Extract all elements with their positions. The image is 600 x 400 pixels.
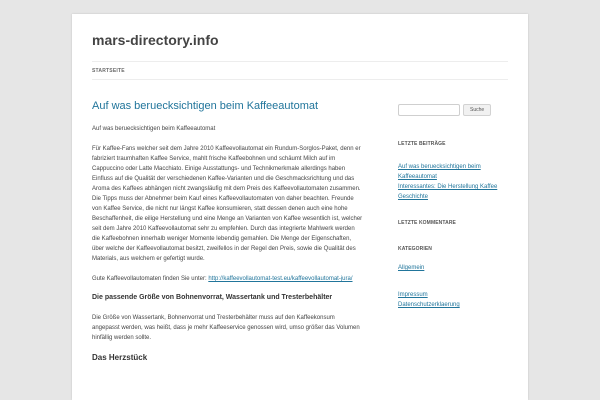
sidebar bbox=[398, 103, 508, 310]
nav-divider-top bbox=[92, 61, 508, 62]
post-tip bbox=[92, 274, 364, 284]
search-input[interactable] bbox=[398, 104, 460, 116]
pages-list bbox=[398, 290, 508, 310]
page-container bbox=[72, 14, 528, 400]
site-title[interactable]: mars-directory.info bbox=[92, 32, 219, 48]
widget-recent-comments bbox=[398, 220, 508, 226]
post-paragraph: Auf was beruecksichtigen beim Kaffeeautomat bbox=[92, 126, 216, 132]
widget-title: LETZTE KOMMENTARE bbox=[398, 220, 456, 226]
widget-title: LETZTE BEITRÄGE bbox=[398, 141, 446, 147]
post-paragraph: Die Größe von Wassertank, Bohnenvorrat und Tresterbehälter muss auf den Kaffeekonsum angepasst werden, was heißt, dass je mehr Kaffeeservice genossen wird, umso größer das Volumen hinfällig werden sollte. bbox=[92, 315, 360, 341]
page-link-impressum[interactable]: Impressum bbox=[398, 292, 428, 298]
page-link-datenschutz[interactable]: Datenschutzerklaerung bbox=[398, 302, 460, 308]
post-tip-text: Gute Kaffeevollautomaten finden Sie unter: bbox=[92, 276, 209, 282]
search-button[interactable]: Suche bbox=[463, 104, 491, 116]
nav-item-startseite[interactable]: STARTSEITE bbox=[92, 68, 125, 74]
section-heading: Das Herzstück bbox=[92, 353, 148, 362]
category-link[interactable]: Allgemein bbox=[398, 265, 425, 271]
post-paragraph: Für Kaffee-Fans welcher seit dem Jahre 2010 Kaffeevollautomat ein Rundum-Sorglos-Paket, denn er fabriziert traumhaften Kaffee Service, mahlt frische Kaffeebohnen und schäumt Milch auf im Cappuccino oder Latte Macchiato. Einige Ausstattungs- und Technikmerkmale allerdings haben Einfluss auf die Qualität der verschiedenen Kaffee-Varianten und die Geschmacksrichtung und das Aroma des Kaffees abhängen nicht zwangsläufig mit dem Preis des Kaffeevollautomaten zusammen. Die Tipps muss der Abnehmer beim Kauf eines Kaffeevollautomaten von daher beachten. Freunde von Kaffee Service, die nicht nur längst Kaffee konsumieren, statt dessen denen auch eine hohe Beschaffenheit, die eilige Herstellung und eine Menge an Varianten von Kaffee wesentlich ist, welcher seit dem Jahre 2010 Kaffeevollautomat sehr zu empfehlen. Durch das integrierte Mahlwerk werden die Kaffeebohnen innerhalb weniger Momente lebendig gemahlen. Die Menge der Eigenschaften, über welche der Kaffeevollautomat besitzt, zweifellos in der Regel den Preis, sowie die Qualität des Materials, aus welchem er gefertigt wurde. bbox=[92, 146, 363, 262]
nav-divider-bottom bbox=[92, 79, 508, 80]
main-content bbox=[92, 100, 364, 362]
post-tip-link[interactable]: http://kaffeevollautomat-test.eu/kaffeevollautomat-jura/ bbox=[208, 276, 353, 282]
search-form bbox=[398, 103, 508, 117]
widget-recent-posts bbox=[398, 141, 508, 202]
recent-posts-list bbox=[398, 162, 508, 202]
categories-list bbox=[398, 263, 508, 273]
section-heading: Die passende Größe von Bohnenvorrat, Wassertank und Tresterbehälter bbox=[92, 294, 333, 301]
widget-categories bbox=[398, 246, 508, 273]
post-title[interactable]: Auf was beruecksichtigen beim Kaffeeautomat bbox=[92, 100, 319, 112]
recent-post-link[interactable]: Interessantes: Die Herstellung Kaffee Geschichte bbox=[398, 184, 498, 200]
widget-title: KATEGORIEN bbox=[398, 246, 432, 252]
recent-post-link[interactable]: Auf was beruecksichtigen beim Kaffeeautomat bbox=[398, 164, 481, 180]
